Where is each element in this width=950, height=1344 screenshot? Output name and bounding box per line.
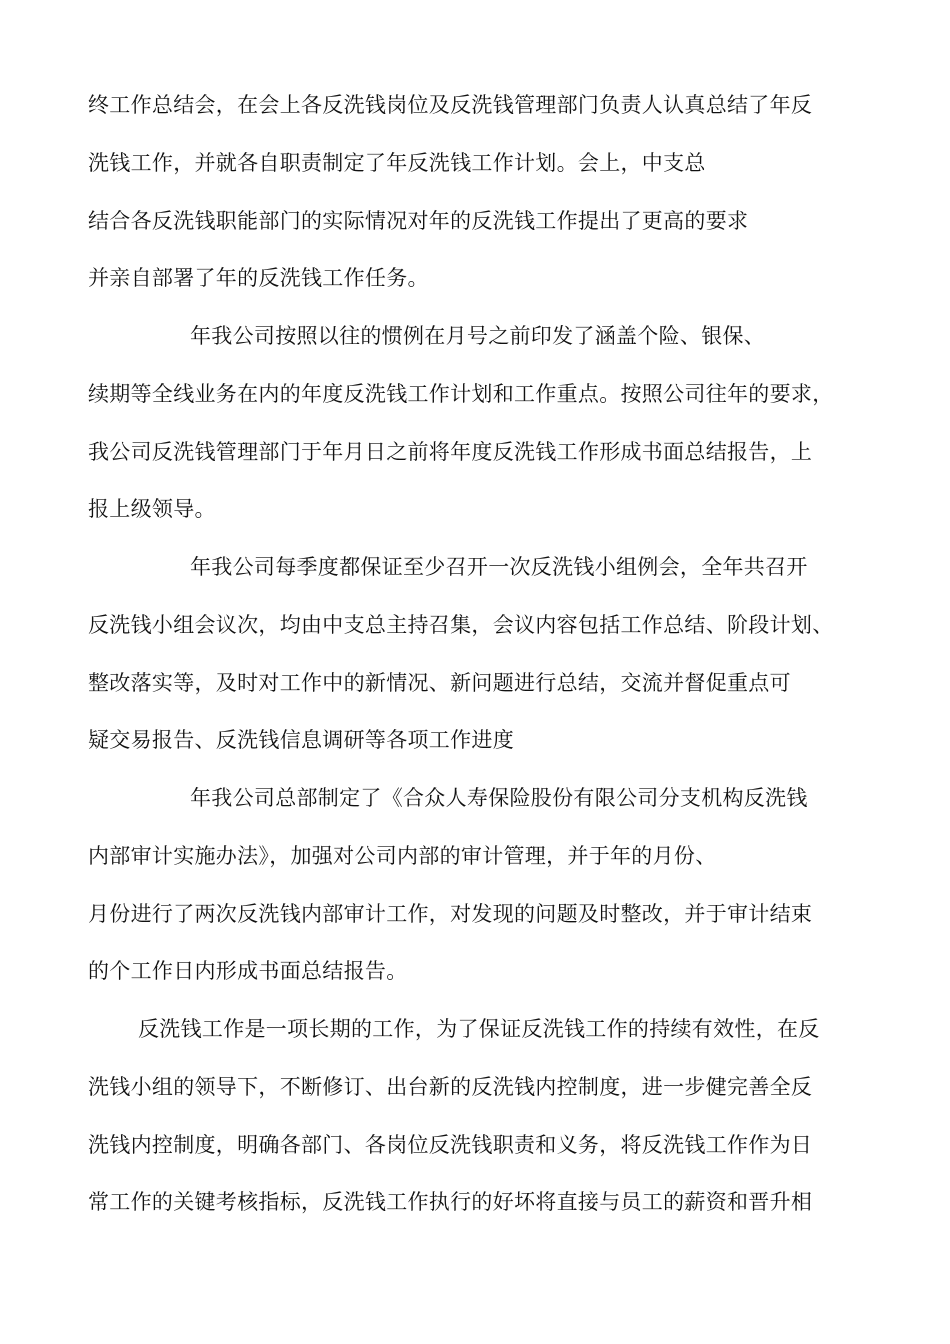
text-line-5: 年我公司按照以往的惯例在月号之前印发了涵盖个险、银保、 (190, 324, 766, 348)
text-line-15: 月份进行了两次反洗钱内部审计工作，对发现的问题及时整改，并于审计结束 (88, 902, 813, 926)
text-line-11: 整改落实等，及时对工作中的新情况、新问题进行总结，交流并督促重点可 (88, 671, 791, 695)
text-line-20: 常工作的关键考核指标，反洗钱工作执行的好坏将直接与员工的薪资和晋升相 (88, 1190, 813, 1214)
text-line-18: 洗钱小组的领导下，不断修订、出台新的反洗钱内控制度，进一步健完善全反 (88, 1075, 813, 1099)
text-line-16: 的个工作日内形成书面总结报告。 (88, 959, 408, 983)
text-line-9: 年我公司每季度都保证至少召开一次反洗钱小组例会，全年共召开 (190, 555, 808, 579)
text-line-14: 内部审计实施办法》，加强对公司内部的审计管理，并于年的月份、 (88, 844, 717, 868)
text-line-17: 反洗钱工作是一项长期的工作，为了保证反洗钱工作的持续有效性，在反 (138, 1017, 820, 1041)
text-line-3: 结合各反洗钱职能部门的实际情况对年的反洗钱工作提出了更高的要求 (88, 209, 749, 233)
text-line-6: 续期等全线业务在内的年度反洗钱工作计划和工作重点。按照公司往年的要求， (88, 382, 834, 406)
text-line-7: 我公司反洗钱管理部门于年月日之前将年度反洗钱工作形成书面总结报告，上 (88, 440, 813, 464)
text-line-19: 洗钱内控制度，明确各部门、各岗位反洗钱职责和义务，将反洗钱工作作为日 (88, 1133, 813, 1157)
text-line-2: 洗钱工作，并就各自职责制定了年反洗钱工作计划。会上，中支总 (88, 151, 706, 175)
text-line-1: 终工作总结会，在会上各反洗钱岗位及反洗钱管理部门负责人认真总结了年反 (88, 93, 813, 117)
text-line-13: 年我公司总部制定了《合众人寿保险股份有限公司分支机构反洗钱 (190, 786, 808, 810)
text-line-8: 报上级领导。 (88, 497, 216, 521)
text-line-4: 并亲自部署了年的反洗钱工作任务。 (88, 266, 429, 290)
text-line-10: 反洗钱小组会议次，均由中支总主持召集，会议内容包括工作总结、阶段计划、 (88, 613, 834, 637)
text-line-12: 疑交易报告、反洗钱信息调研等各项工作进度 (88, 728, 514, 752)
